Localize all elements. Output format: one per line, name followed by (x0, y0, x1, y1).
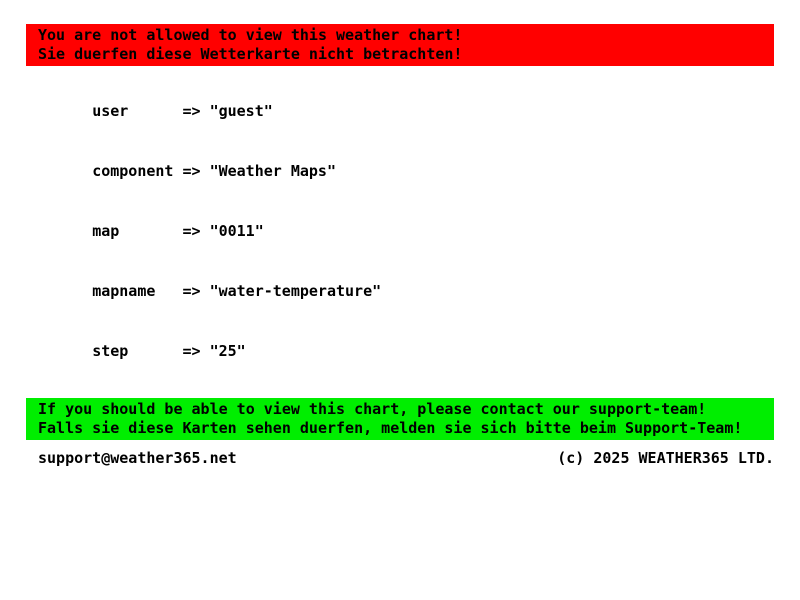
detail-row-component (38, 141, 774, 201)
detail-key: map (92, 222, 120, 240)
detail-key: step (92, 342, 129, 360)
arrow-glyph: => (182, 102, 201, 120)
access-denied-banner (26, 24, 774, 66)
detail-value: "water-temperature" (209, 282, 382, 300)
detail-key: component (92, 162, 174, 180)
support-email: support@weather365.net (38, 449, 237, 467)
detail-key: mapname (92, 282, 156, 300)
contact-support-message-de: Falls sie diese Karten sehen duerfen, melden sie sich bitte beim Support-Team! (38, 419, 743, 437)
detail-row-step (38, 321, 774, 381)
arrow-glyph: => (182, 342, 201, 360)
arrow-glyph: => (182, 222, 201, 240)
arrow-glyph: => (182, 162, 201, 180)
detail-row-map (38, 201, 774, 261)
footer (26, 448, 774, 468)
detail-row-user (38, 81, 774, 141)
request-details (26, 81, 774, 381)
detail-value: "25" (209, 342, 246, 360)
detail-value: "0011" (209, 222, 264, 240)
detail-value: "guest" (209, 102, 273, 120)
detail-row-mapname (38, 261, 774, 321)
copyright-notice: (c) 2025 WEATHER365 LTD. (557, 449, 774, 467)
detail-key: user (92, 102, 129, 120)
contact-support-banner (26, 398, 774, 440)
detail-value: "Weather Maps" (209, 162, 336, 180)
arrow-glyph: => (182, 282, 201, 300)
contact-support-message-en: If you should be able to view this chart, please contact our support-team! (38, 400, 707, 418)
access-denied-message-en: You are not allowed to view this weather chart! (38, 26, 463, 44)
access-denied-message-de: Sie duerfen diese Wetterkarte nicht betrachten! (38, 45, 463, 63)
